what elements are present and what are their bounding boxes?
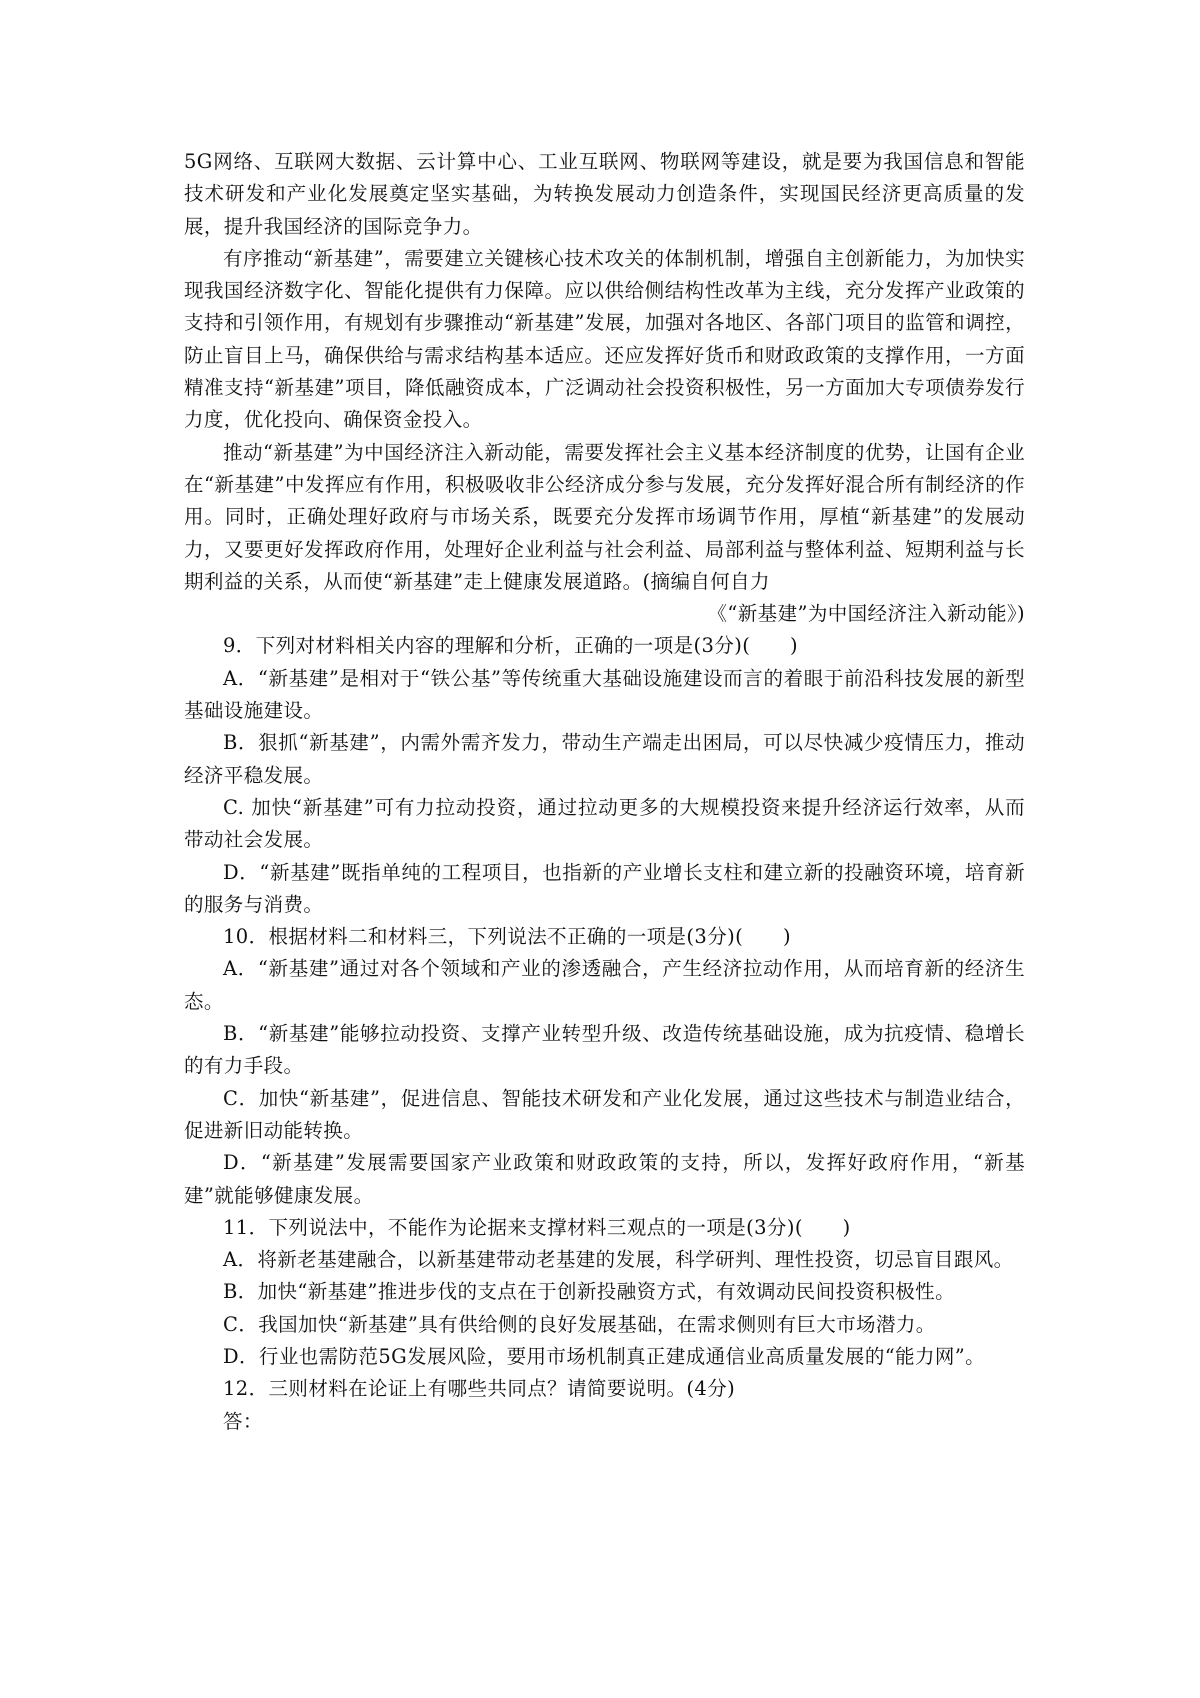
question-10-option-c: C．加快“新基建”，促进信息、智能技术研发和产业化发展，通过这些技术与制造业结合，促进新旧动能转换。 (184, 1086, 1025, 1142)
passage-source: 《“新基建”为中国经济注入新动能》) (707, 602, 1025, 626)
question-10-option-a: A．“新基建”通过对各个领域和产业的渗透融合，产生经济拉动作用，从而培育新的经济生态。 (184, 957, 1025, 1013)
question-12-stem: 12．三则材料在论证上有哪些共同点？请简要说明。(4分) (223, 1377, 736, 1401)
question-11-option-d: D．行业也需防范5G发展风险，要用市场机制真正建成通信业高质量发展的“能力网”。 (223, 1344, 986, 1368)
passage-paragraph-2: 有序推动“新基建”，需要建立关键核心技术攻关的体制机制，增强自主创新能力，为加快实现我国经济数字化、智能化提供有力保障。应以供给侧结构性改革为主线，充分发挥产业政策的支持和引领作用，有规划有步骤推动“新基建”发展，加强对各地区、各部门项目的监管和调控，防止盲目上马，确保供给与需求结构基本适应。还应发挥好货币和财政政策的支撑作用，一方面精准支持“新基建”项目，降低融资成本，广泛调动社会投资积极性，另一方面加大专项债券发行力度，优化投向、确保资金投入。 (184, 246, 1025, 432)
question-9-stem: 9．下列对材料相关内容的理解和分析，正确的一项是(3分)( ) (223, 634, 799, 658)
question-11-option-b: B．加快“新基建”推进步伐的支点在于创新投融资方式，有效调动民间投资积极性。 (223, 1280, 955, 1304)
question-9-option-b: B．狠抓“新基建”，内需外需齐发力，带动生产端走出困局，可以尽快减少疫情压力，推动经济平稳发展。 (184, 731, 1025, 787)
passage-paragraph-3: 推动“新基建”为中国经济注入新动能，需要发挥社会主义基本经济制度的优势，让国有企业在“新基建”中发挥应有作用，积极吸收非公经济成分参与发展，充分发挥好混合所有制经济的作用。同时，正确处理好政府与市场关系，既要充分发挥市场调节作用，厚植“新基建”的发展动力，又要更好发挥政府作用，处理好企业利益与社会利益、局部利益与整体利益、短期利益与长期利益的关系，从而使“新基建”走上健康发展道路。(摘编自何自力 (184, 440, 1025, 593)
question-10-option-b: B．“新基建”能够拉动投资、支撑产业转型升级、改造传统基础设施，成为抗疫情、稳增长的有力手段。 (184, 1022, 1025, 1078)
question-11-option-c: C．我国加快“新基建”具有供给侧的良好发展基础，在需求侧则有巨大市场潜力。 (223, 1312, 936, 1336)
question-9-option-c: C. 加快“新基建”可有力拉动投资，通过拉动更多的大规模投资来提升经济运行效率，从而带动社会发展。 (184, 795, 1025, 852)
question-11-option-a: A．将新老基建融合，以新基建带动老基建的发展，科学研判、理性投资，切忌盲目跟风。 (223, 1248, 1014, 1272)
question-10-stem: 10．根据材料二和材料三，下列说法不正确的一项是(3分)( ) (223, 925, 791, 949)
question-10-option-d: D．“新基建”发展需要国家产业政策和财政政策的支持，所以，发挥好政府作用，“新基建”就能够健康发展。 (184, 1151, 1025, 1207)
answer-label: 答： (223, 1409, 263, 1433)
document-content (184, 146, 1025, 1438)
question-9-option-d: D．“新基建”既指单纯的工程项目，也指新的产业增长支柱和建立新的投融资环境，培育新的服务与消费。 (184, 860, 1025, 916)
question-9-option-a: A．“新基建”是相对于“铁公基”等传统重大基础设施建设而言的着眼于前沿科技发展的新型基础设施建设。 (184, 666, 1025, 723)
question-11-stem: 11．下列说法中，不能作为论据来支撑材料三观点的一项是(3分)( ) (223, 1215, 851, 1239)
passage-paragraph-1: 5G网络、互联网大数据、云计算中心、工业互联网、物联网等建设，就是要为我国信息和智能技术研发和产业化发展奠定坚实基础，为转换发展动力创造条件，实现国民经济更高质量的发展，提升我国经济的国际竞争力。 (184, 150, 1025, 238)
